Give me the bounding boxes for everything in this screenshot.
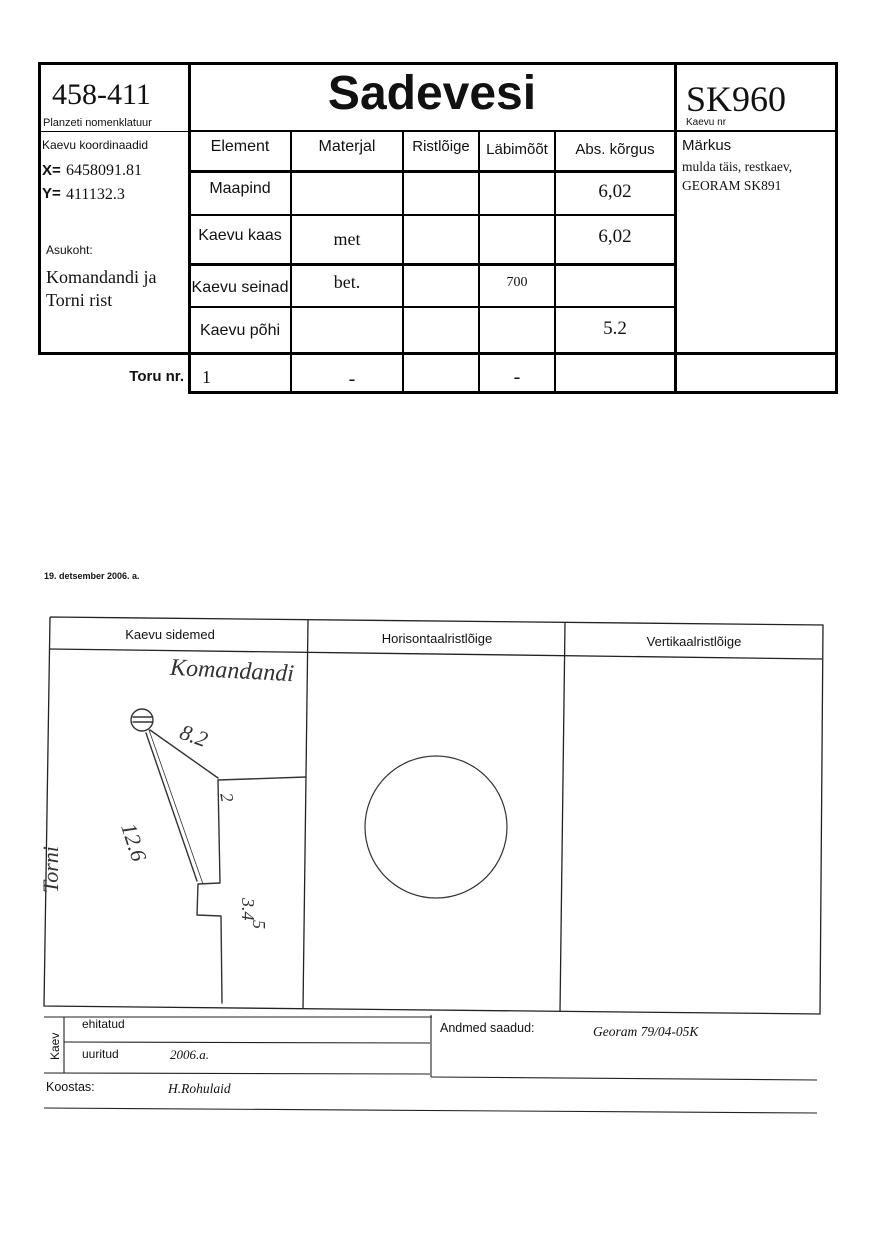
- author-value: H.Rohulaid: [168, 1081, 231, 1096]
- location-line-1: Komandandi ja: [46, 267, 157, 287]
- pipe-material: -: [348, 368, 356, 390]
- col-header-elevation: Abs. kõrgus: [575, 141, 655, 158]
- location-label: Asukoht:: [46, 243, 93, 257]
- y-coordinate: 411132.3: [66, 186, 125, 203]
- dimension-e: 5: [249, 920, 269, 929]
- row-label-walls: Kaevu seinad: [191, 279, 289, 296]
- remarks-label: Märkus: [682, 137, 732, 154]
- cell-elevation-cover: 6,02: [598, 226, 632, 247]
- col-header-element: Element: [210, 138, 270, 155]
- pipe-label: Toru nr.: [129, 368, 184, 385]
- street-label-top: Komandandi: [169, 654, 295, 688]
- well-number-label: Kaevu nr: [686, 117, 727, 128]
- cell-elevation-ground: 6,02: [598, 181, 632, 202]
- data-source-value: Georam 79/04-05K: [593, 1024, 699, 1039]
- dimension-b: 12.6: [116, 820, 152, 865]
- surveyed-value: 2006.a.: [170, 1047, 209, 1062]
- col-header-vertical: Vertikaalristlõige: [646, 634, 742, 649]
- dimension-a: 8.2: [176, 719, 212, 752]
- nomenclature-label: Planzeti nomenklatuur: [43, 117, 152, 129]
- coordinates-label: Kaevu koordinaadid: [42, 138, 149, 152]
- x-label: X=: [42, 162, 61, 179]
- page-title: Sadevesi: [327, 67, 537, 120]
- side-label-well: Kaev: [48, 1032, 62, 1060]
- author-label: Koostas:: [46, 1080, 95, 1094]
- data-source-label: Andmed saadud:: [440, 1021, 535, 1035]
- cell-material-walls: bet.: [333, 272, 361, 292]
- handdrawn-sketch: [131, 709, 306, 1003]
- y-label: Y=: [42, 185, 61, 202]
- pipe-diameter: -: [513, 366, 521, 388]
- cell-material-cover: met: [333, 229, 361, 249]
- well-number-value: SK960: [686, 79, 787, 119]
- street-label-left: Torni: [38, 846, 63, 893]
- built-label: ehitatud: [82, 1017, 125, 1031]
- pipe-number: 1: [202, 367, 211, 387]
- remarks-line-2: GEORAM SK891: [682, 178, 782, 193]
- surveyed-label: uuritud: [82, 1047, 119, 1061]
- nomenclature-value: 458-411: [52, 78, 151, 111]
- cross-section-circle: [365, 756, 507, 898]
- col-header-material: Materjal: [318, 138, 376, 155]
- cell-elevation-bottom: 5.2: [603, 318, 627, 339]
- row-label-cover: Kaevu kaas: [198, 227, 282, 244]
- cell-diameter-walls: 700: [506, 275, 528, 290]
- row-label-ground: Maapind: [209, 180, 271, 197]
- col-header-diameter: Läbimõõt: [486, 141, 548, 158]
- remarks-line-1: mulda täis, restkaev,: [682, 159, 793, 174]
- x-coordinate: 6458091.81: [66, 162, 142, 179]
- document-date: 19. detsember 2006. a.: [44, 571, 140, 581]
- dimension-c: 2: [216, 791, 238, 804]
- location-line-2: Torni rist: [46, 290, 113, 310]
- col-header-cross-section: Ristlõige: [412, 138, 470, 155]
- row-label-bottom: Kaevu põhi: [199, 322, 281, 339]
- col-header-horizontal: Horisontaalristlõige: [381, 631, 493, 646]
- dimension-d: 3.4: [238, 898, 258, 921]
- col-header-connections: Kaevu sidemed: [125, 627, 215, 642]
